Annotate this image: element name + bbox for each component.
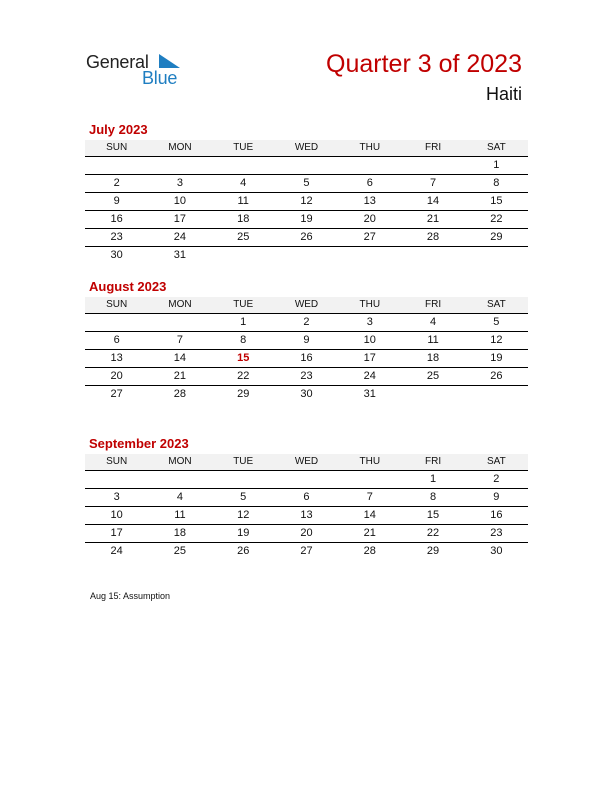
day-cell: 13 <box>300 509 313 521</box>
week-row <box>85 332 528 350</box>
day-cell: 2 <box>303 316 310 328</box>
day-cell: 3 <box>176 177 183 189</box>
weekday-header <box>85 454 528 471</box>
weekday-label: TUE <box>233 142 254 153</box>
holiday-note: Aug 15: Assumption <box>90 591 171 601</box>
weekday-label: WED <box>294 299 319 310</box>
weekday-label: MON <box>168 142 192 153</box>
day-cell: 12 <box>300 195 313 207</box>
day-cell: 9 <box>113 195 120 207</box>
day-cell <box>338 247 401 264</box>
day-cell: 20 <box>110 370 123 382</box>
day-cell: 28 <box>426 231 440 243</box>
day-cell <box>212 247 275 264</box>
day-cell: 20 <box>300 527 313 539</box>
month-title: July 2023 <box>89 122 148 137</box>
weekday-label: SUN <box>106 456 128 467</box>
day-cell: 24 <box>110 545 123 557</box>
logo-word-blue: Blue <box>142 68 178 88</box>
day-cell <box>85 157 148 174</box>
month-title: August 2023 <box>89 279 167 294</box>
day-cell: 16 <box>490 509 503 521</box>
day-cell: 17 <box>110 527 123 539</box>
day-cell: 31 <box>173 249 187 261</box>
day-cell: 26 <box>300 231 313 243</box>
day-cell: 18 <box>426 352 440 364</box>
week-row <box>85 247 528 264</box>
weekday-header <box>85 140 528 157</box>
day-cell: 9 <box>493 491 500 503</box>
weekday-label: THU <box>359 456 381 467</box>
day-cell: 11 <box>174 509 186 521</box>
day-cell <box>401 247 464 264</box>
day-cell: 4 <box>429 316 437 328</box>
day-cell: 25 <box>426 370 440 382</box>
day-cell: 18 <box>173 527 187 539</box>
day-cell: 7 <box>176 334 183 346</box>
day-cell: 14 <box>426 195 440 207</box>
logo-word-general: General <box>86 52 149 72</box>
day-cell <box>85 314 148 331</box>
day-cell: 14 <box>363 509 376 521</box>
day-cell <box>465 247 528 264</box>
day-cell: 22 <box>237 370 250 382</box>
day-cell: 6 <box>303 491 310 503</box>
day-cell: 4 <box>176 491 183 503</box>
week-row <box>85 489 528 507</box>
day-cell: 22 <box>426 527 440 539</box>
day-cell: 21 <box>173 370 187 382</box>
day-cell: 11 <box>237 195 249 207</box>
month-grid <box>85 454 528 560</box>
day-cell <box>465 386 528 403</box>
week-row <box>85 157 528 175</box>
day-cell: 14 <box>173 352 187 364</box>
day-cell: 29 <box>426 545 440 557</box>
weekday-label: SUN <box>106 299 128 310</box>
week-row <box>85 471 528 489</box>
day-cell <box>338 157 401 174</box>
day-cell: 23 <box>110 231 123 243</box>
day-cell: 28 <box>173 388 187 400</box>
week-row <box>85 368 528 386</box>
month-title: September 2023 <box>89 436 189 451</box>
day-cell: 7 <box>366 491 373 503</box>
day-cell: 3 <box>113 491 120 503</box>
day-cell: 18 <box>237 213 250 225</box>
day-cell: 2 <box>493 473 500 485</box>
weekday-header <box>85 297 528 314</box>
weekday-label: SUN <box>106 142 128 153</box>
day-cell: 30 <box>490 545 503 557</box>
day-cell: 17 <box>173 213 187 225</box>
weekday-label: WED <box>294 456 319 467</box>
day-cell: 19 <box>490 352 503 364</box>
day-cell: 31 <box>363 388 376 400</box>
weekday-label: MON <box>168 299 192 310</box>
day-cell <box>338 471 401 488</box>
week-row <box>85 350 528 368</box>
day-cell <box>212 157 275 174</box>
generalblue-logo <box>86 50 196 90</box>
day-cell: 10 <box>110 509 123 521</box>
weekday-label: FRI <box>424 299 442 310</box>
weekday-label: TUE <box>233 456 254 467</box>
day-cell <box>212 471 275 488</box>
day-cell: 19 <box>237 527 250 539</box>
day-cell: 27 <box>300 545 313 557</box>
day-cell: 8 <box>493 177 500 189</box>
country-name: Haiti <box>485 84 522 104</box>
day-cell: 5 <box>303 177 310 189</box>
day-cell: 26 <box>490 370 503 382</box>
week-row <box>85 525 528 543</box>
week-row <box>85 211 528 229</box>
day-cell: 29 <box>490 231 503 243</box>
day-cell: 30 <box>300 388 313 400</box>
day-cell: 7 <box>429 177 437 189</box>
week-row <box>85 543 528 560</box>
day-cell: 15 <box>490 195 503 207</box>
day-cell: 24 <box>173 231 187 243</box>
day-cell <box>148 157 211 174</box>
week-row <box>85 193 528 211</box>
day-cell: 13 <box>110 352 123 364</box>
day-cell: 17 <box>363 352 376 364</box>
day-cell: 5 <box>493 316 500 328</box>
week-row <box>85 386 528 403</box>
day-cell: 1 <box>240 316 247 328</box>
day-cell: 22 <box>490 213 503 225</box>
day-cell: 23 <box>300 370 313 382</box>
day-cell <box>148 471 211 488</box>
day-cell: 11 <box>427 334 439 346</box>
weekday-label: SAT <box>486 142 506 153</box>
day-cell: 26 <box>237 545 250 557</box>
day-cell <box>275 247 338 264</box>
week-row <box>85 229 528 247</box>
day-cell <box>275 471 338 488</box>
day-cell: 9 <box>303 334 310 346</box>
day-cell: 2 <box>113 177 120 189</box>
day-cell: 1 <box>429 473 437 485</box>
weekday-label: TUE <box>233 299 254 310</box>
weekday-label: THU <box>359 142 381 153</box>
day-cell: 4 <box>240 177 247 189</box>
day-cell: 24 <box>363 370 376 382</box>
day-cell: 1 <box>493 159 500 171</box>
day-cell: 13 <box>363 195 376 207</box>
day-cell: 6 <box>366 177 373 189</box>
day-cell: 21 <box>426 213 440 225</box>
weekday-label: SAT <box>486 456 506 467</box>
day-cell <box>148 314 211 331</box>
day-cell: 16 <box>300 352 313 364</box>
week-row <box>85 314 528 332</box>
day-cell: 23 <box>490 527 503 539</box>
day-cell: 10 <box>173 195 187 207</box>
weekday-label: THU <box>359 299 381 310</box>
weekday-label: FRI <box>424 456 442 467</box>
day-cell: 5 <box>240 491 247 503</box>
weekday-label: MON <box>168 456 192 467</box>
day-cell: 15 <box>426 509 440 521</box>
day-cell: 21 <box>363 527 376 539</box>
day-cell: 16 <box>110 213 123 225</box>
day-cell: 27 <box>363 231 376 243</box>
day-cell: 19 <box>300 213 313 225</box>
month-grid <box>85 297 528 403</box>
day-cell: 25 <box>237 231 250 243</box>
weekday-label: WED <box>294 142 319 153</box>
logo-triangle-icon <box>159 54 180 68</box>
day-cell: 12 <box>490 334 503 346</box>
day-cell: 8 <box>429 491 437 503</box>
weekday-label: SAT <box>486 299 506 310</box>
day-cell: 25 <box>173 545 187 557</box>
day-cell: 12 <box>237 509 250 521</box>
day-cell <box>275 157 338 174</box>
page-title: Quarter 3 of 2023 <box>326 50 522 78</box>
day-cell <box>401 386 464 403</box>
day-cell <box>401 157 464 174</box>
holiday-day-cell: 15 <box>237 352 250 364</box>
week-row <box>85 175 528 193</box>
month-grid <box>85 140 528 264</box>
weekday-label: FRI <box>424 142 442 153</box>
day-cell: 3 <box>366 316 373 328</box>
day-cell: 8 <box>240 334 247 346</box>
day-cell: 20 <box>363 213 376 225</box>
day-cell <box>85 471 148 488</box>
day-cell: 30 <box>110 249 123 261</box>
day-cell: 29 <box>237 388 250 400</box>
day-cell: 27 <box>110 388 123 400</box>
day-cell: 10 <box>363 334 376 346</box>
day-cell: 6 <box>113 334 120 346</box>
day-cell: 28 <box>363 545 376 557</box>
week-row <box>85 507 528 525</box>
